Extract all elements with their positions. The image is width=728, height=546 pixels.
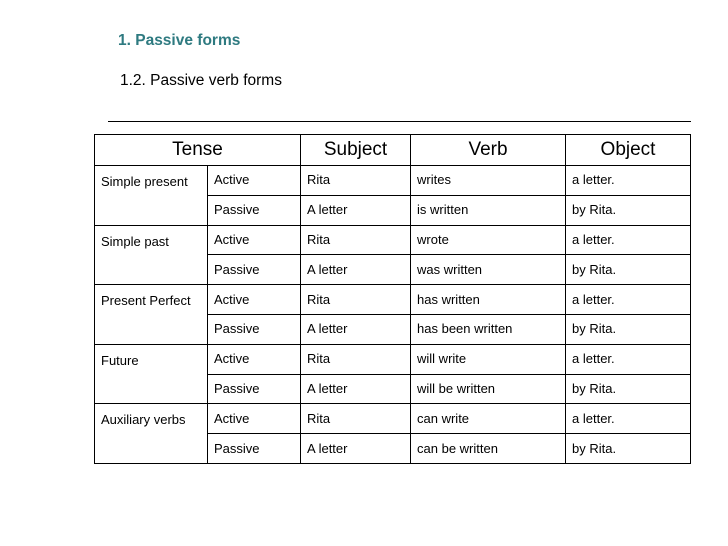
subject-cell: A letter	[301, 434, 411, 464]
object-cell: a letter.	[566, 225, 691, 255]
verb-cell: writes	[411, 166, 566, 196]
subject-cell: A letter	[301, 195, 411, 225]
object-cell: by Rita.	[566, 255, 691, 285]
voice-cell: Passive	[208, 314, 301, 344]
passive-forms-table	[94, 134, 691, 464]
object-cell: a letter.	[566, 166, 691, 196]
header-tense: Tense	[95, 135, 301, 166]
table-row	[95, 225, 691, 255]
subject-cell: A letter	[301, 314, 411, 344]
object-cell: by Rita.	[566, 314, 691, 344]
subject-cell: Rita	[301, 344, 411, 374]
voice-cell: Active	[208, 285, 301, 315]
voice-cell: Passive	[208, 255, 301, 285]
verb-cell: was written	[411, 255, 566, 285]
verb-cell: will be written	[411, 374, 566, 404]
tense-cell: Present Perfect	[95, 285, 208, 345]
table-row	[95, 285, 691, 315]
subject-cell: Rita	[301, 166, 411, 196]
verb-cell: can write	[411, 404, 566, 434]
object-cell: a letter.	[566, 285, 691, 315]
subject-cell: A letter	[301, 374, 411, 404]
object-cell: a letter.	[566, 344, 691, 374]
table-header-row	[95, 135, 691, 166]
voice-cell: Active	[208, 344, 301, 374]
object-cell: by Rita.	[566, 374, 691, 404]
horizontal-divider	[108, 121, 691, 122]
tense-cell: Simple past	[95, 225, 208, 285]
object-cell: by Rita.	[566, 434, 691, 464]
table-row	[95, 166, 691, 196]
subject-cell: Rita	[301, 285, 411, 315]
subject-cell: A letter	[301, 255, 411, 285]
verb-cell: is written	[411, 195, 566, 225]
section-heading: 1. Passive forms	[118, 32, 241, 49]
subsection-heading: 1.2. Passive verb forms	[120, 72, 282, 89]
verb-cell: will write	[411, 344, 566, 374]
header-subject: Subject	[301, 135, 411, 166]
object-cell: a letter.	[566, 404, 691, 434]
verb-cell: can be written	[411, 434, 566, 464]
verb-cell: has been written	[411, 314, 566, 344]
table-row	[95, 404, 691, 434]
voice-cell: Active	[208, 225, 301, 255]
voice-cell: Passive	[208, 195, 301, 225]
tense-cell: Future	[95, 344, 208, 404]
tense-cell: Auxiliary verbs	[95, 404, 208, 464]
voice-cell: Passive	[208, 374, 301, 404]
subject-cell: Rita	[301, 225, 411, 255]
verb-cell: wrote	[411, 225, 566, 255]
object-cell: by Rita.	[566, 195, 691, 225]
header-object: Object	[566, 135, 691, 166]
voice-cell: Active	[208, 404, 301, 434]
tense-cell: Simple present	[95, 166, 208, 226]
table-row	[95, 344, 691, 374]
verb-cell: has written	[411, 285, 566, 315]
subject-cell: Rita	[301, 404, 411, 434]
header-verb: Verb	[411, 135, 566, 166]
voice-cell: Active	[208, 166, 301, 196]
voice-cell: Passive	[208, 434, 301, 464]
